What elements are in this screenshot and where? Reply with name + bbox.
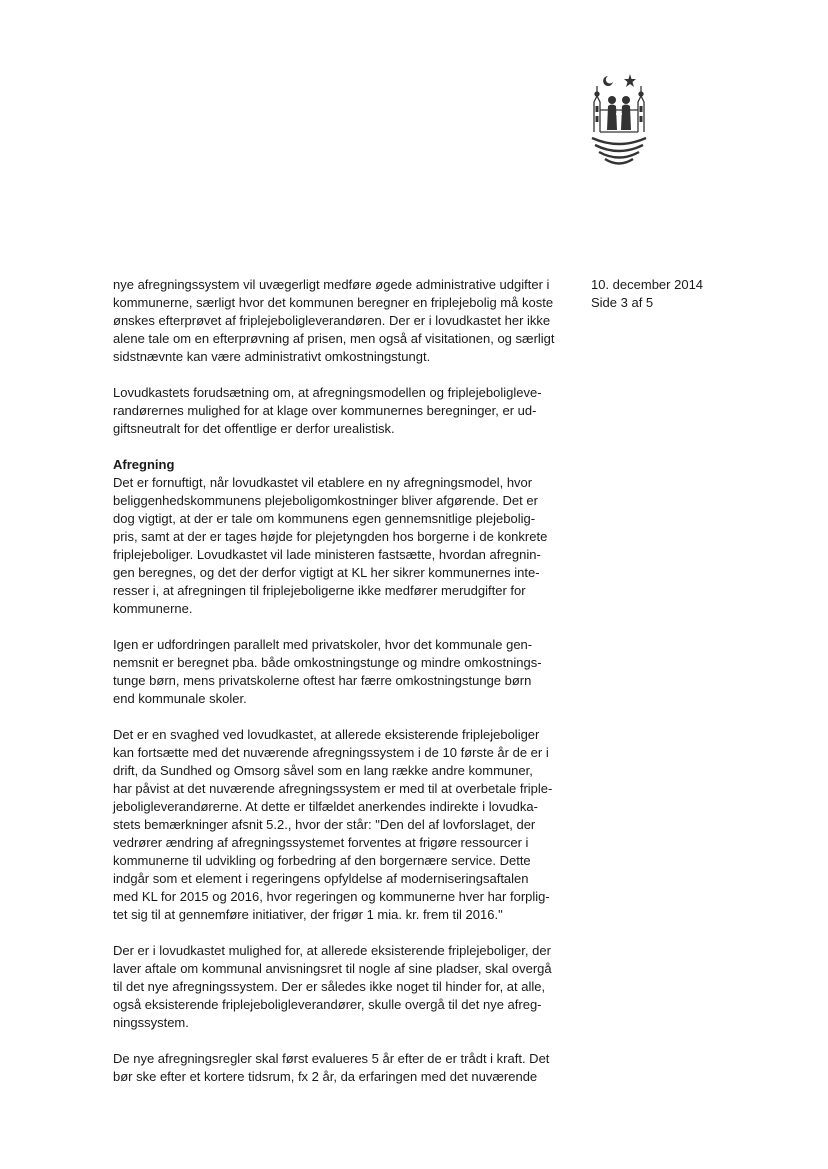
- document-date: 10. december 2014: [591, 277, 704, 292]
- text-line: nemsnit er beregnet pba. både omkostningstunge og mindre omkostnings-: [113, 655, 542, 670]
- text-line: laver aftale om kommunal anvisningsret til nogle af sine pladser, skal overgå: [113, 961, 552, 976]
- text-line: har påvist at det nuværende afregningssystem er med til at overbetale friple-: [113, 781, 553, 796]
- text-line: giftsneutralt for det offentlige er derfor urealistisk.: [113, 421, 395, 436]
- document-meta: [591, 276, 703, 312]
- text-line: indgår som et element i regeringens opfyldelse af moderniseringsaftalen: [113, 871, 529, 886]
- text-line: Igen er udfordringen parallelt med privatskoler, hvor det kommunale gen-: [113, 637, 533, 652]
- paragraph: [113, 726, 569, 924]
- text-line: Det er en svaghed ved lovudkastet, at allerede eksisterende friplejeboliger: [113, 727, 540, 742]
- text-line: alene tale om en efterprøvning af prisen, men også af visitationen, og særligt: [113, 331, 555, 346]
- paragraph: [113, 276, 569, 366]
- paragraph: [113, 384, 569, 438]
- paragraph: [113, 636, 569, 708]
- text-line: Det er fornuftigt, når lovudkastet vil etablere en ny afregningsmodel, hvor: [113, 475, 533, 490]
- text-line: friplejeboliger. Lovudkastet vil lade ministeren fastsætte, hvordan afregnin-: [113, 547, 541, 562]
- paragraph: [113, 1050, 569, 1086]
- text-line: Lovudkastets forudsætning om, at afregningsmodellen og friplejeboliglеve-: [113, 385, 542, 400]
- text-line: kommunerne.: [113, 601, 193, 616]
- text-line: randørernes mulighed for at klage over kommunernes beregninger, er ud-: [113, 403, 537, 418]
- text-line: også eksisterende friplejeboligleverandører, skulle overgå til det nye afreg-: [113, 997, 542, 1012]
- text-line: jeboligleverandørerne. At dette er tilfældet anerkendes indirekte i lovudka-: [113, 799, 538, 814]
- text-line: nye afregningssystem vil uvægerligt medføre øgede administrative udgifter i: [113, 277, 550, 292]
- text-line: tet sig til at gennemføre initiativer, der frigør 1 mia. kr. frem til 2016.": [113, 907, 503, 922]
- text-line: gen beregnes, og det der derfor vigtigt at KL her sikrer kommunernes inte-: [113, 565, 540, 580]
- section-heading: Afregning: [113, 457, 175, 472]
- text-line: ningssystem.: [113, 1015, 189, 1030]
- text-line: Der er i lovudkastet mulighed for, at allerede eksisterende friplejeboliger, der: [113, 943, 551, 958]
- text-line: pris, samt at der er tages højde for plejetyngden hos borgerne i de konkrete: [113, 529, 548, 544]
- text-line: kommunerne til udvikling og forbedring af den borgernære service. Dette: [113, 853, 531, 868]
- text-line: til det nye afregningssystem. Der er således ikke noget til hinder for, at alle,: [113, 979, 546, 994]
- text-line: beliggenhedskommunens plejeboligomkostninger bliver afgørende. Det er: [113, 493, 538, 508]
- text-line: ønskes efterprøvet af friplejeboligleverandøren. Der er i lovudkastet her ikke: [113, 313, 551, 328]
- text-line: dog vigtigt, at der er tale om kommunens egen gennemsnitlige plejebolig-: [113, 511, 536, 526]
- text-line: sidstnævnte kan være administrativt omkostningstungt.: [113, 349, 431, 364]
- document-body: [113, 276, 569, 1104]
- paragraph: [113, 942, 569, 1032]
- paragraph: [113, 456, 569, 618]
- text-line: stets bemærkninger afsnit 5.2., hvor der står: "Den del af lovforslaget, der: [113, 817, 536, 832]
- text-line: resser i, at afregningen til friplejeboligerne ikke medfører merudgifter for: [113, 583, 526, 598]
- text-line: end kommunale skoler.: [113, 691, 247, 706]
- text-line: bør ske efter et kortere tidsrum, fx 2 år, da erfaringen med det nuværende: [113, 1069, 538, 1084]
- page-number: Side 3 af 5: [591, 295, 654, 310]
- text-line: tunge børn, mens privatskolerne oftest har færre omkostningstunge børn: [113, 673, 532, 688]
- text-line: kan fortsætte med det nuværende afregningssystem i de 10 første år de er i: [113, 745, 549, 760]
- text-line: vedrører ændring af afregningssystemet forventes at frigøre ressourcer i: [113, 835, 529, 850]
- text-line: kommunerne, særligt hvor det kommunen beregner en friplejebolig må koste: [113, 295, 554, 310]
- text-line: drift, da Sundhed og Omsorg såvel som en lang række andre kommuner,: [113, 763, 533, 778]
- aarhus-coat-of-arms-logo: [586, 70, 652, 170]
- text-line: med KL for 2015 og 2016, hvor regeringen og kommunerne hver har forplig-: [113, 889, 550, 904]
- text-line: De nye afregningsregler skal først evalueres 5 år efter de er trådt i kraft. Det: [113, 1051, 550, 1066]
